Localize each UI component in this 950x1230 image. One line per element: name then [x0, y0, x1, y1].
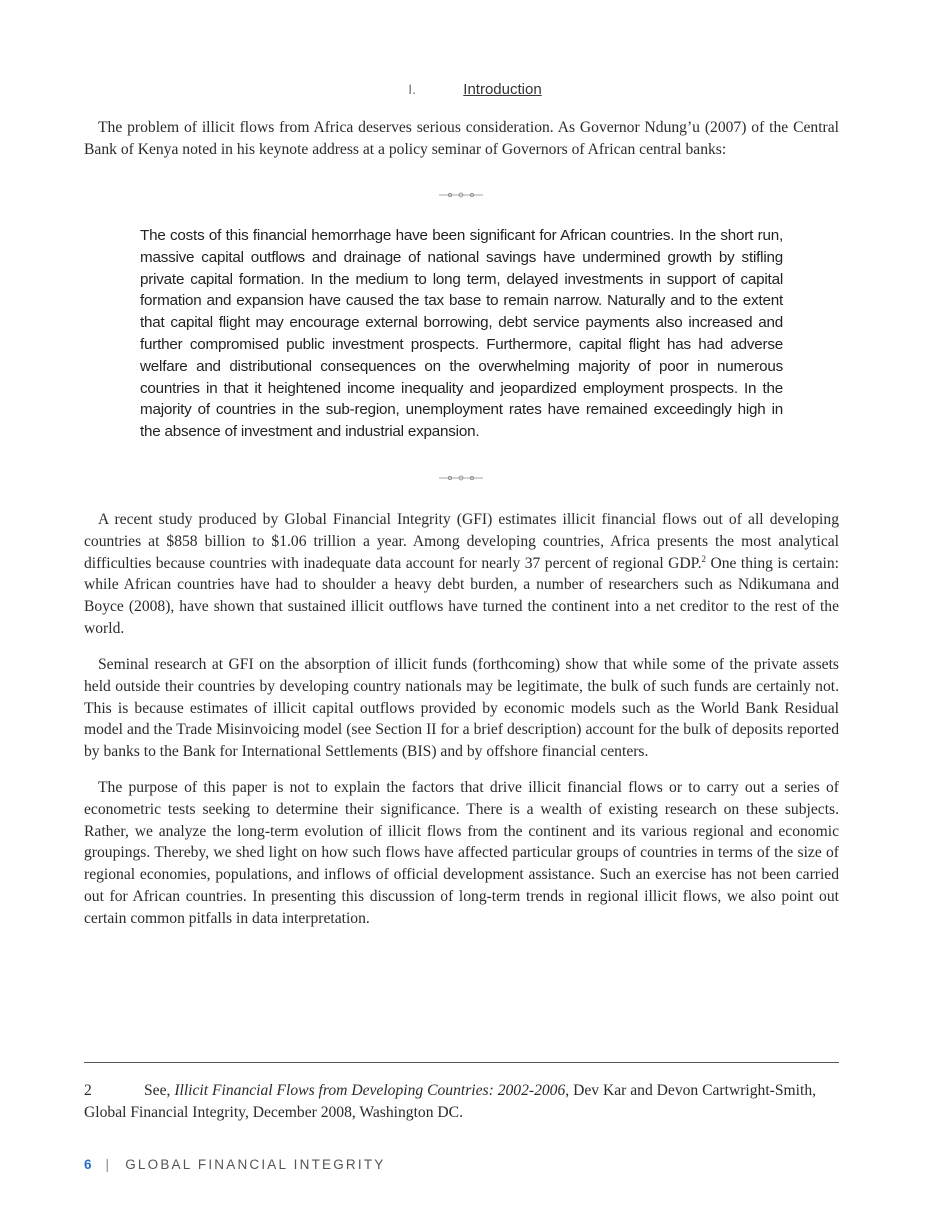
divider-ornament-top	[438, 191, 484, 199]
page-number: 6	[84, 1157, 92, 1172]
footnote-number: 2	[84, 1082, 92, 1099]
page-footer	[84, 1157, 385, 1172]
footnote-cited-title: Illicit Financial Flows from Developing Countries: 2002-2006	[174, 1082, 566, 1099]
gfi-study-paragraph	[84, 509, 839, 640]
gfi-study-text: A recent study produced by Global Financial Integrity (GFI) estimates illicit financial flows out of all developing countries at $858 billion to $1.06 trillion a year. Among developing countries, Africa presents the most analytical difficulties because countries with inadequate data account for nearly 37 percent of regional GDP.	[84, 511, 839, 572]
footnote-divider	[84, 1062, 839, 1063]
footnote-reference[interactable]: 2	[701, 553, 706, 564]
section-title: Introduction	[463, 81, 542, 98]
footnote-citation: , Dev Kar and Devon Cartwright-Smith, Global Financial Integrity, December 2008, Washington DC.	[84, 1082, 817, 1121]
footer-separator: |	[105, 1157, 112, 1172]
divider-ornament-bottom	[438, 474, 484, 482]
gfi-study-text-continued: One thing is certain: while African countries have had to shoulder a heavy debt burden, a number of researchers such as Ndikumana and Boyce (2008), have shown that sustained illicit outflows have turned the continent into a net creditor to the rest of the world.	[84, 554, 839, 637]
intro-paragraph: The problem of illicit flows from Africa deserves serious consideration. As Governor Ndung’u (2007) of the Central Bank of Kenya noted in his keynote address at a policy seminar of Governors of African central banks:	[84, 119, 839, 158]
block-quote: The costs of this financial hemorrhage have been significant for African countries. In the short run, massive capital outflows and drainage of national savings have undermined growth by stifling private capital formation. In the medium to long term, delayed investments in support of capital formation and expansion have caused the tax base to remain narrow. Naturally and to the extent that capital flight may encourage external borrowing, debt service payments also increased and further compromised public investment prospects. Furthermore, capital flight has had adverse welfare and distributional consequences on the overwhelming majority of poor in numerous countries in that it heightened income inequality and jeopardized employment prospects. In the majority of countries in the sub-region, unemployment rates have remained exceedingly high in the absence of investment and industrial expansion.	[140, 227, 783, 441]
publication-name: GLOBAL FINANCIAL INTEGRITY	[125, 1157, 386, 1172]
section-number: I.	[408, 81, 417, 97]
footnote	[84, 1080, 839, 1124]
purpose-paragraph: The purpose of this paper is not to explain the factors that drive illicit financial flows or to carry out a series of econometric tests seeking to determine their significance. There is a wealth of existing research on these subjects. Rather, we analyze the long-term evolution of illicit flows from the continent and its various regional and economic groupings. Thereby, we shed light on how such flows have affected particular groups of countries in terms of the size of regional economies, populations, and inflows of official development assistance. Such an exercise has not been carried out for African countries. In presenting this discussion of long-term trends in regional illicit flows, we also point out certain common pitfalls in data interpretation.	[84, 779, 839, 927]
section-heading	[0, 81, 950, 98]
footnote-lead: See,	[144, 1082, 175, 1099]
seminal-research-paragraph: Seminal research at GFI on the absorption of illicit funds (forthcoming) show that while some of the private assets held outside their countries by developing country nationals may be legitimate, the bulk of such funds are certainly not. This is because estimates of illicit capital outflows provided by economic models such as the World Bank Residual model and the Trade Misinvoicing model (see Section II for a brief description) account for the bulk of deposits reported by banks to the Bank for International Settlements (BIS) and by offshore financial centers.	[84, 656, 839, 761]
